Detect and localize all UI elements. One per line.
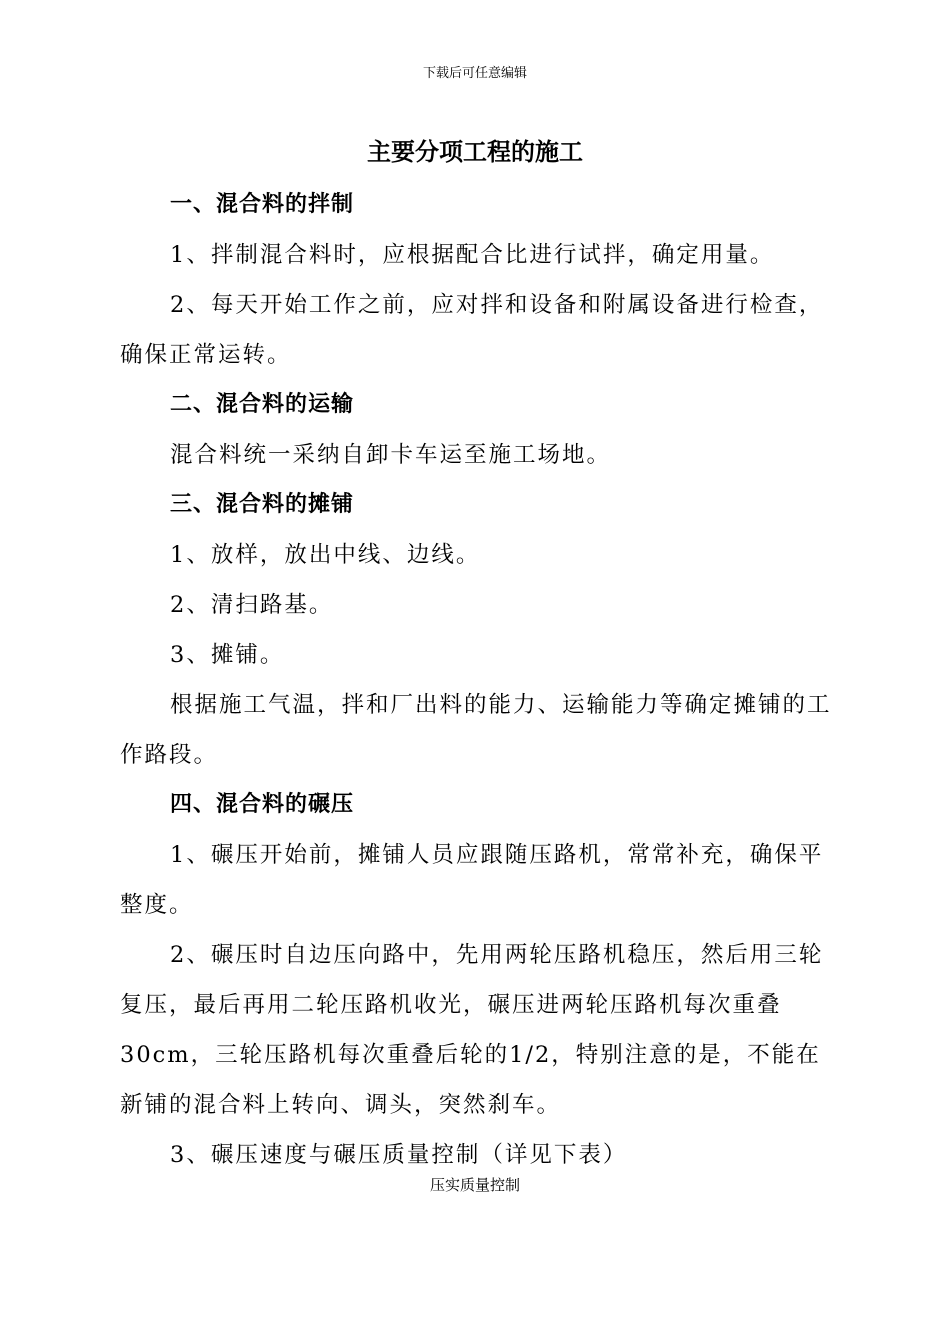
page-header: 下载后可任意编辑 (422, 66, 527, 81)
section-heading-4: 四、混合料的碾压 (170, 792, 355, 817)
paragraph: 2、每天开始工作之前，应对拌和设备和附属设备进行检查，确保正常运转。 (120, 292, 824, 368)
paragraph: 根据施工气温，拌和厂出料的能力、运输能力等确定摊铺的工作路段。 (120, 692, 832, 768)
paragraph: 混合料统一采纳自卸卡车运至施工场地。 (170, 442, 612, 468)
paragraph: 2、碾压时自边压向路中，先用两轮压路机稳压，然后用三轮复压，最后再用二轮压路机收光，碾压进两轮压路机每次重叠30cm，三轮压路机每次重叠后轮的1/2，特别注意的是，不能在新铺的混合料上转向、调头，突然刹车。 (120, 942, 824, 1118)
section-heading-3: 三、混合料的摊铺 (170, 492, 355, 517)
paragraph: 2、清扫路基。 (170, 592, 334, 618)
document-body (120, 180, 840, 1180)
paragraph: 1、拌制混合料时，应根据配合比进行试拌，确定用量。 (170, 242, 775, 268)
table-caption: 压实质量控制 (429, 1176, 520, 1194)
paragraph: 1、放样，放出中线、边线。 (170, 542, 481, 568)
section-heading-1: 一、混合料的拌制 (170, 192, 355, 217)
section-heading-2: 二、混合料的运输 (170, 392, 355, 417)
paragraph: 1、碾压开始前，摊铺人员应跟随压路机，常常补充，确保平整度。 (120, 842, 824, 918)
document-title: 主要分项工程的施工 (367, 137, 583, 166)
paragraph: 3、摊铺。 (170, 642, 285, 668)
paragraph: 3、碾压速度与碾压质量控制（详见下表） (170, 1142, 628, 1168)
